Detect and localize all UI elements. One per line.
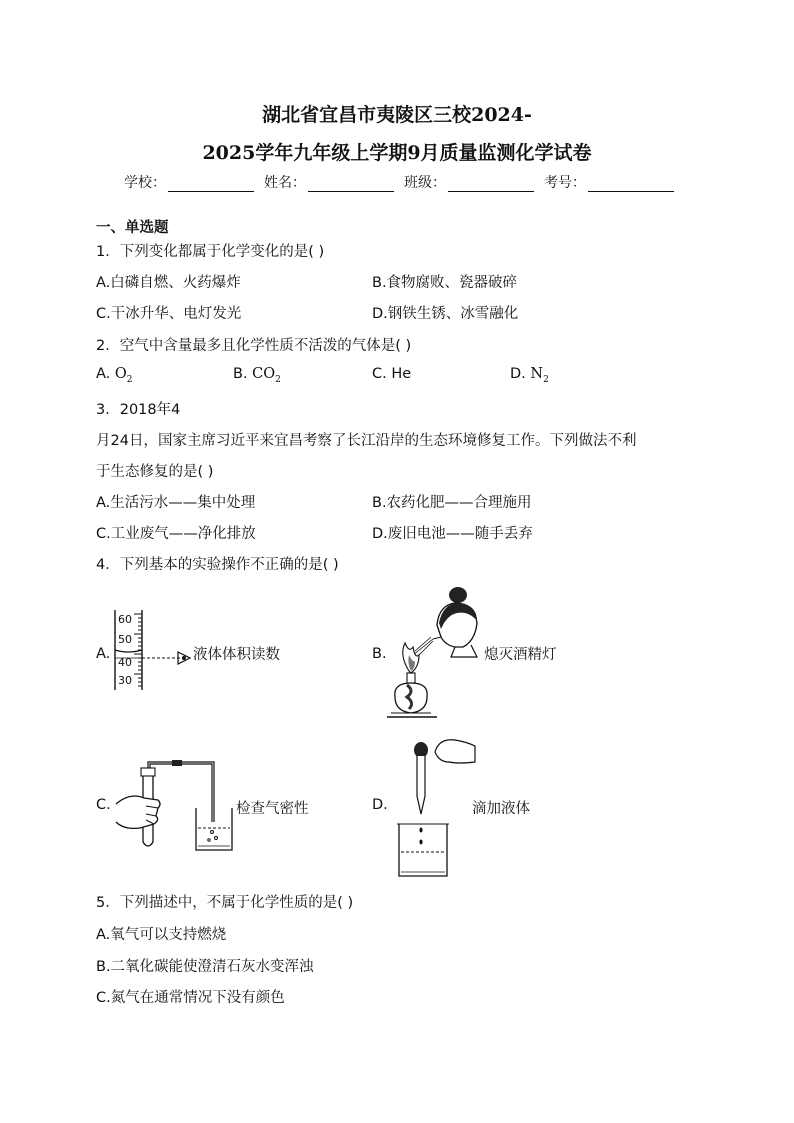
number-label: 考号： <box>544 175 586 191</box>
alcohol-lamp-figure <box>385 585 485 725</box>
q1-option-b[interactable]: B.食物腐败、瓷器破碎 <box>372 275 518 291</box>
school-label: 学校： <box>124 175 166 191</box>
q2-b-label: B. <box>233 366 248 382</box>
q2-a-label: A. <box>96 366 111 382</box>
q5-option-b[interactable]: B.二氧化碳能使澄清石灰水变浑浊 <box>96 959 314 975</box>
q4-option-a-caption: 液体体积读数 <box>193 647 280 663</box>
q3-option-d[interactable]: D.废旧电池——随手丢弃 <box>372 526 533 542</box>
tick-label-50: 50 <box>118 633 132 646</box>
q4-option-c-caption: 检查气密性 <box>236 801 309 817</box>
q1-option-c[interactable]: C.干冰升华、电灯发光 <box>96 306 242 322</box>
class-blank[interactable] <box>448 177 534 192</box>
q3-stem-line-1: 3．2018年4 <box>96 402 181 418</box>
q2-d-label: D. <box>510 366 526 382</box>
q4-option-a-label[interactable]: A. <box>96 646 111 662</box>
exam-title-line-2: 2025学年九年级上学期9月质量监测化学试卷 <box>202 142 592 164</box>
q3-option-a[interactable]: A.生活污水——集中处理 <box>96 495 256 511</box>
student-info-line <box>124 172 684 192</box>
q4-option-b-label[interactable]: B. <box>372 646 387 662</box>
q2-a-formula: $O_2$ <box>114 366 133 385</box>
q3-stem-line-3: 于生态修复的是( ) <box>96 464 214 480</box>
q3-option-c[interactable]: C.工业废气——净化排放 <box>96 526 256 542</box>
class-field[interactable] <box>404 172 540 192</box>
tick-label-30: 30 <box>118 674 132 687</box>
q4-option-d-caption: 滴加液体 <box>472 801 530 817</box>
q1-option-d[interactable]: D.钢铁生锈、冰雪融化 <box>372 306 519 322</box>
q4-stem: 4．下列基本的实验操作不正确的是( ) <box>96 557 339 573</box>
q5-option-c[interactable]: C.氮气在通常情况下没有颜色 <box>96 990 285 1006</box>
name-label: 姓名： <box>264 175 306 191</box>
q2-d-formula: $N_2$ <box>530 366 549 385</box>
school-blank[interactable] <box>168 177 254 192</box>
q2-option-a[interactable] <box>96 366 133 385</box>
q1-stem: 1．下列变化都属于化学变化的是( ) <box>96 244 325 260</box>
q2-option-b[interactable] <box>233 366 281 385</box>
q1-option-a[interactable]: A.白磷自燃、火药爆炸 <box>96 275 241 291</box>
q2-b-formula: $CO_2$ <box>252 366 281 385</box>
section-heading: 一、单选题 <box>96 220 169 236</box>
q2-option-d[interactable] <box>510 366 549 385</box>
name-blank[interactable] <box>308 177 394 192</box>
number-blank[interactable] <box>588 177 674 192</box>
q4-option-d-label[interactable]: D. <box>372 797 388 813</box>
school-field[interactable] <box>124 172 260 192</box>
q4-option-b-caption: 熄灭酒精灯 <box>484 647 557 663</box>
class-label: 班级： <box>404 175 446 191</box>
q5-option-a[interactable]: A.氧气可以支持燃烧 <box>96 927 227 943</box>
q2-option-c[interactable]: C. He <box>372 366 412 382</box>
q3-stem-line-2: 月24日，国家主席习近平来宜昌考察了长江沿岸的生态环境修复工作。下列做法不利 <box>96 433 637 449</box>
tick-label-60: 60 <box>118 613 132 626</box>
number-field[interactable] <box>544 172 680 192</box>
q3-option-b[interactable]: B.农药化肥——合理施用 <box>372 495 532 511</box>
q5-stem: 5．下列描述中，不属于化学性质的是( ) <box>96 895 354 911</box>
q4-option-c-label[interactable]: C. <box>96 797 111 813</box>
airtightness-check-figure <box>112 758 242 858</box>
exam-title-line-1: 湖北省宜昌市夷陵区三校2024- <box>262 104 532 126</box>
name-field[interactable] <box>264 172 400 192</box>
tick-label-40: 40 <box>118 656 132 669</box>
q2-stem: 2．空气中含量最多且化学性质不活泼的气体是( ) <box>96 338 412 354</box>
